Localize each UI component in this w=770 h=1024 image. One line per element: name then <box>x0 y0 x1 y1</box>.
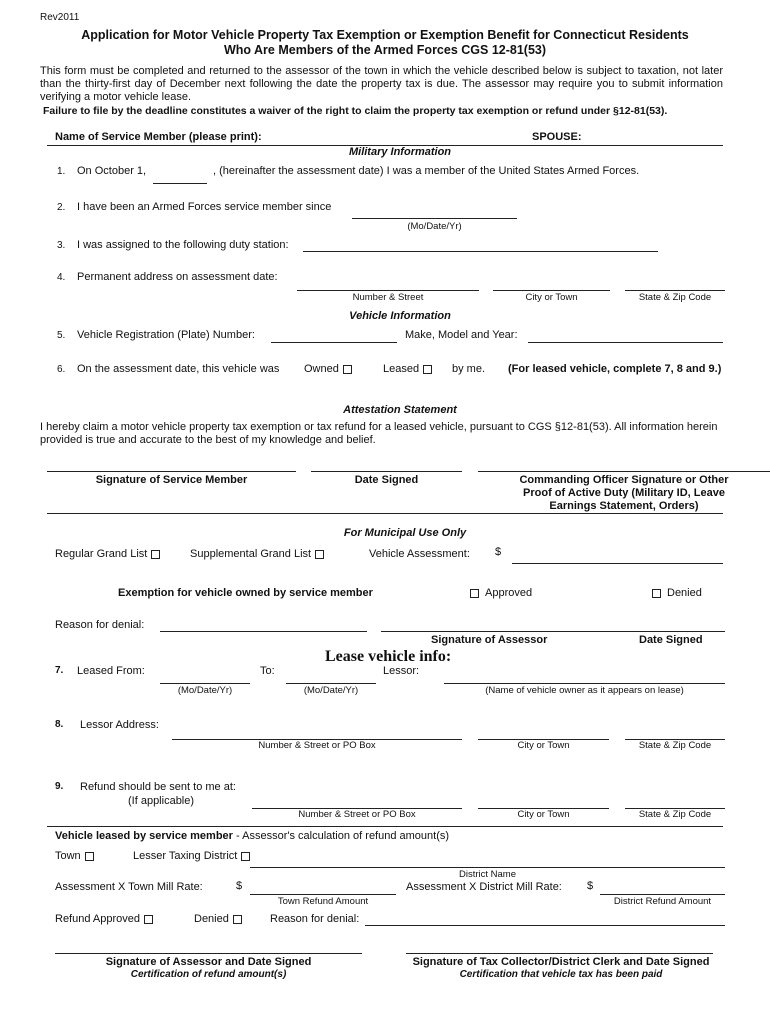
caption-lessor-city: City or Town <box>517 740 570 751</box>
leased-option[interactable] <box>383 363 432 375</box>
co-signature-field[interactable] <box>478 471 770 472</box>
caption-date-to: (Mo/Date/Yr) <box>303 685 359 696</box>
q1-year-field[interactable] <box>153 183 207 184</box>
refund-address-label: Refund should be sent to me at: <box>80 781 236 793</box>
caption-date-from: (Mo/Date/Yr) <box>177 685 233 696</box>
reason-denial-field[interactable] <box>160 631 367 632</box>
member-signature-field[interactable] <box>47 471 296 472</box>
refund-certification-label: Certification of refund amount(s) <box>130 969 287 980</box>
caption-town-refund: Town Refund Amount <box>277 896 369 907</box>
denied-checkbox[interactable] <box>652 589 661 598</box>
town-checkbox[interactable] <box>85 852 94 861</box>
caption-street: Number & Street <box>352 292 424 303</box>
caption-refund-city: City or Town <box>517 809 570 820</box>
exemption-label: Exemption for vehicle owned by service member <box>118 587 373 599</box>
municipal-heading: For Municipal Use Only <box>343 527 467 539</box>
q6-label: On the assessment date, this vehicle was <box>77 363 280 375</box>
caption-lessor-state: State & Zip Code <box>638 740 712 751</box>
caption-city: City or Town <box>525 292 578 303</box>
regular-grand-list-label: Regular Grand List <box>55 548 148 560</box>
approved-label: Approved <box>485 587 533 599</box>
plate-number-field[interactable] <box>271 342 397 343</box>
town-mill-rate-label: Assessment X Town Mill Rate: <box>55 881 203 893</box>
assessment-dollar: $ <box>495 546 502 558</box>
co-label-line2: Proof of Active Duty (Military ID, Leave <box>523 487 725 499</box>
attestation-text: I hereby claim a motor vehicle property tax exemption or tax refund for a leased vehicle, pursuant to CGS §12-81(53). All information herein provided is true and accurate to the best of my knowledge and belief. <box>40 421 718 446</box>
lease-info-heading: Lease vehicle info: <box>325 648 452 665</box>
tax-paid-certification-label: Certification that vehicle tax has been paid <box>459 969 663 980</box>
section-divider <box>47 513 723 514</box>
town-option[interactable] <box>55 850 94 862</box>
caption-state: State & Zip Code <box>638 292 712 303</box>
refund-denied-label: Denied <box>194 913 229 925</box>
revision-label: Rev2011 <box>40 12 80 23</box>
member-date-field[interactable] <box>311 471 462 472</box>
form-title-line2: Who Are Members of the Armed Forces CGS 12-81(53) <box>223 43 547 57</box>
leased-from-label: Leased From: <box>77 665 145 677</box>
vehicle-assessment-field[interactable] <box>512 563 723 564</box>
q8-number: 8. <box>55 719 64 730</box>
lesser-district-checkbox[interactable] <box>241 852 250 861</box>
refund-approved-checkbox[interactable] <box>144 915 153 924</box>
denied-option[interactable] <box>652 587 702 599</box>
deadline-warning: Failure to file by the deadline constitutes a waiver of the right to claim the property tax exemption or refund under §12-81(53). <box>43 105 668 117</box>
make-model-label: Make, Model and Year: <box>405 329 518 341</box>
assessor-signature-label: Signature of Assessor <box>431 634 548 646</box>
address-state-field[interactable] <box>625 290 725 291</box>
assessor-date-label: Date Signed <box>639 634 703 646</box>
approved-checkbox[interactable] <box>470 589 479 598</box>
district-dollar: $ <box>587 880 594 892</box>
lessor-address-label: Lessor Address: <box>80 719 159 731</box>
caption-refund-street: Number & Street or PO Box <box>298 809 416 820</box>
caption-district-refund: District Refund Amount <box>613 896 712 907</box>
lessor-label: Lessor: <box>383 665 420 677</box>
leased-from-date-field[interactable] <box>160 683 250 684</box>
district-mill-rate-label: Assessment X District Mill Rate: <box>406 881 562 893</box>
vehicle-assessment-label: Vehicle Assessment: <box>369 548 470 560</box>
q2-date-caption: (Mo/Date/Yr) <box>407 221 462 232</box>
refund-reason-field[interactable] <box>365 925 725 926</box>
form-title-line1: Application for Motor Vehicle Property Tax Exemption or Exemption Benefit for Connecticut Residents <box>81 28 689 42</box>
leased-to-date-field[interactable] <box>286 683 376 684</box>
q3-number: 3. <box>57 240 66 251</box>
address-city-field[interactable] <box>493 290 610 291</box>
refund-approved-option[interactable] <box>55 913 153 925</box>
regular-grand-list-option[interactable] <box>55 548 160 560</box>
q1-label: On October 1, <box>77 165 147 177</box>
denied-label: Denied <box>667 587 702 599</box>
refund-denied-option[interactable] <box>194 913 242 925</box>
q5-number: 5. <box>57 330 66 341</box>
supplemental-grand-list-option[interactable] <box>190 548 324 560</box>
refund-approved-label: Refund Approved <box>55 913 141 925</box>
caption-refund-state: State & Zip Code <box>638 809 712 820</box>
q9-number: 9. <box>55 781 64 792</box>
to-label: To: <box>260 665 275 677</box>
make-model-field[interactable] <box>528 342 723 343</box>
q2-label: I have been an Armed Forces service member since <box>77 201 332 213</box>
q1-number: 1. <box>57 166 66 177</box>
by-me-label: by me. <box>452 363 486 375</box>
leased-checkbox[interactable] <box>423 365 432 374</box>
q7-number: 7. <box>55 665 64 676</box>
q4-label: Permanent address on assessment date: <box>77 271 278 283</box>
collector-signature-label: Signature of Tax Collector/District Clerk and Date Signed <box>412 956 710 968</box>
refund-denied-checkbox[interactable] <box>233 915 242 924</box>
lesser-district-option[interactable] <box>133 850 250 862</box>
attestation-heading: Attestation Statement <box>343 404 457 416</box>
caption-district-name: District Name <box>458 869 516 880</box>
service-member-name-label: Name of Service Member (please print): <box>55 131 262 143</box>
leased-note: (For leased vehicle, complete 7, 8 and 9.) <box>508 363 722 375</box>
regular-grand-list-checkbox[interactable] <box>151 550 160 559</box>
date-signed-label: Date Signed <box>354 474 419 486</box>
owned-option[interactable] <box>304 363 352 375</box>
town-refund-field[interactable] <box>250 894 396 895</box>
address-street-field[interactable] <box>297 290 479 291</box>
refund-section-divider <box>47 826 723 827</box>
q3-label: I was assigned to the following duty station: <box>77 239 289 251</box>
refund-reason-label: Reason for denial: <box>270 913 360 925</box>
supplemental-grand-list-label: Supplemental Grand List <box>190 548 312 560</box>
signature-member-label: Signature of Service Member <box>95 474 248 486</box>
town-label: Town <box>55 850 81 862</box>
duty-station-field[interactable] <box>303 251 658 252</box>
reason-denial-label: Reason for denial: <box>55 619 145 631</box>
vehicle-info-heading: Vehicle Information <box>349 310 451 322</box>
owned-checkbox[interactable] <box>343 365 352 374</box>
assessor-footer-signature-label: Signature of Assessor and Date Signed <box>105 956 312 968</box>
q4-number: 4. <box>57 272 66 283</box>
collector-signature-field[interactable] <box>406 953 713 954</box>
q6-number: 6. <box>57 364 66 375</box>
caption-lessor-street: Number & Street or PO Box <box>258 740 376 751</box>
district-name-field[interactable] <box>250 867 725 868</box>
leased-label: Leased <box>383 363 420 375</box>
supplemental-grand-list-checkbox[interactable] <box>315 550 324 559</box>
q2-number: 2. <box>57 202 66 213</box>
lessor-name-field[interactable] <box>444 683 725 684</box>
assessor-signature-field[interactable] <box>381 631 725 632</box>
if-applicable-label: (If applicable) <box>128 795 195 807</box>
approved-option[interactable] <box>470 587 532 599</box>
q1-text: , (hereinafter the assessment date) I was a member of the United States Armed Forces. <box>213 165 640 177</box>
caption-owner: (Name of vehicle owner as it appears on lease) <box>485 685 684 696</box>
co-label-line1: Commanding Officer Signature or Other <box>519 474 729 486</box>
q2-date-field[interactable] <box>352 218 517 219</box>
intro-paragraph: This form must be completed and returned to the assessor of the town in which the vehicle described below is subject to taxation, not later than the thirty-first day of December next following the date the property tax is due. The assessor may require you to submit information verifying a motor vehicle lease. <box>40 65 723 103</box>
refund-calc-subtitle: - Assessor's calculation of refund amount(s) <box>232 830 450 842</box>
district-refund-field[interactable] <box>600 894 725 895</box>
assessor-footer-signature-field[interactable] <box>55 953 362 954</box>
owned-label: Owned <box>304 363 339 375</box>
military-info-heading: Military Information <box>348 146 452 158</box>
town-dollar: $ <box>236 880 243 892</box>
lesser-district-label: Lesser Taxing District <box>133 850 238 862</box>
spouse-label: SPOUSE: <box>532 131 582 143</box>
co-label-line3: Earnings Statement, Orders) <box>549 500 699 512</box>
leased-by-member-label: Vehicle leased by service member <box>55 830 233 842</box>
q5-label: Vehicle Registration (Plate) Number: <box>77 329 255 341</box>
refund-calc-heading <box>55 830 449 842</box>
